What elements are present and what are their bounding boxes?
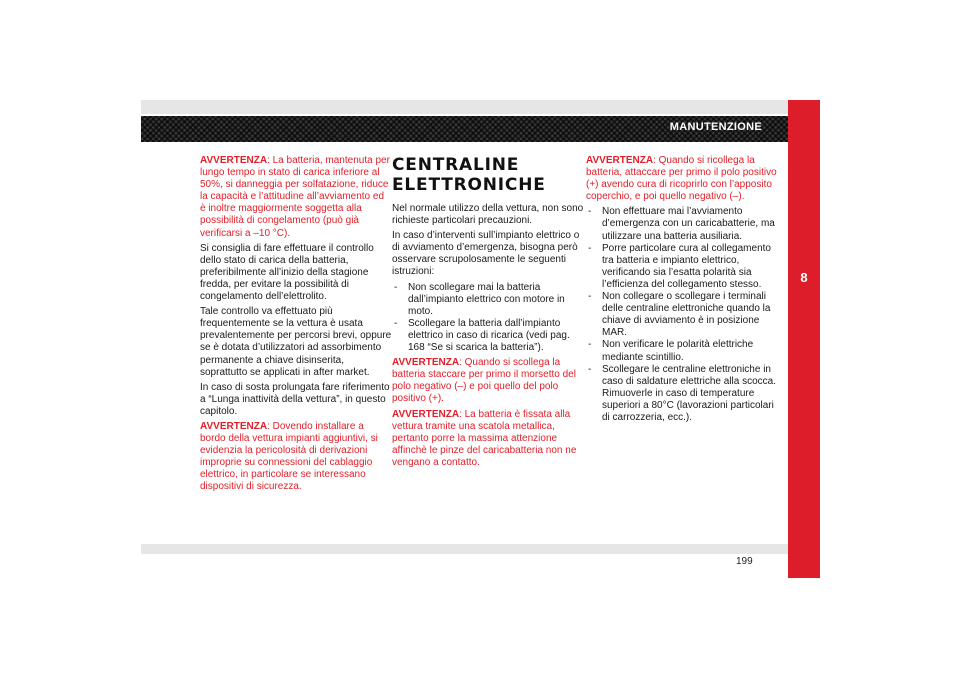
body-paragraph: Nel normale utilizzo della vettura, non sono richieste particolari precauzioni. (392, 203, 584, 227)
body-paragraph: In caso d’interventi sull’impianto elettrico o di avviamento d’emergenza, bisogna però osservare scrupolosamente le seguenti istruzioni: (392, 230, 580, 278)
warning-text: : Dovendo installare a bordo della vettura impianti aggiuntivi, si evidenzia la pericolosità di derivazioni improprie su connessioni del cablaggio elettrico, in particolare se interessano dispositivi di sicurezza. (200, 420, 378, 493)
list-item: - Scollegare la batteria dall’impianto elettrico in caso di ricarica (vedi pag. 168 “Se si scarica la batteria”). (392, 318, 584, 354)
warning-label: AVVERTENZA (392, 357, 460, 369)
page-number: 199 (736, 556, 753, 567)
body-paragraph: Tale controllo va effettuato più frequentemente se la vettura è usata prevalentemente per percorsi brevi, oppure se è dotata d’utilizzatori ad assorbimento permanente a chiave disinserita, soprattutto se applicati in after market. (200, 306, 392, 378)
warning-text: : Quando si ricollega la batteria, attaccare per primo il polo positivo (+) avendo cura di ricoprirlo con l’apposito coperchio, e poi quello negativo (–). (586, 155, 777, 203)
list-item: - Non collegare o scollegare i terminali delle centraline elettroniche quando la chiave di avviamento è in posizione MAR. (586, 291, 780, 339)
column-middle (392, 155, 584, 472)
chapter-tab (788, 100, 820, 578)
section-header-band (141, 116, 788, 142)
instruction-list (392, 282, 584, 355)
warning-label: AVVERTENZA (200, 420, 268, 432)
warning-label: AVVERTENZA (200, 155, 268, 166)
list-item: - Non verificare le polarità elettriche mediante scintillio. (586, 339, 780, 363)
bottom-strip (141, 544, 788, 554)
chapter-number: 8 (800, 270, 808, 285)
warning-paragraph (200, 421, 392, 494)
warning-text: : Quando si scollega la batteria staccare per primo il morsetto del polo negativo (–) e poi quello del polo positivo (+). (392, 357, 576, 405)
warning-label: AVVERTENZA (392, 408, 460, 420)
warning-paragraph (392, 409, 584, 469)
warning-label: AVVERTENZA (586, 155, 654, 166)
warning-text: : La batteria è fissata alla vettura tramite una scatola metallica, pertanto porre la massima attenzione affinchè le pinze del caricabatteria non ne vengano a contatto. (392, 408, 577, 468)
body-paragraph: Si consiglia di fare effettuare il controllo dello stato di carica della batteria, preferibilmente all’inizio della stagione fredda, per evitare la possibilità di congelamento dell’elettrolito. (200, 242, 374, 303)
list-item: - Porre particolare cura al collegamento tra batteria e impianto elettrico, verificando sia l’esatta polarità sia l’efficienza del collegamento stesso. (586, 243, 780, 291)
list-item: - Non effettuare mai l’avviamento d’emergenza con un caricabatterie, ma utilizzare una batteria ausiliaria. (586, 206, 780, 242)
section-title: MANUTENZIONE (669, 121, 762, 133)
list-item: - Scollegare le centraline elettroniche in caso di saldature elettriche alla scocca. Rimuoverle in caso di temperature superiori a 80°C (lavorazioni particolari di carrozzeria, ecc.). (586, 364, 780, 424)
column-right (586, 155, 780, 427)
warning-paragraph (586, 155, 780, 203)
instruction-list (586, 206, 780, 424)
body-paragraph: In caso di sosta prolungata fare riferimento a “Lunga inattività della vettura”, in questo capitolo. (200, 381, 390, 417)
section-heading (392, 155, 584, 195)
column-left (200, 155, 392, 497)
warning-text: : La batteria, mantenuta per lungo tempo in stato di carica inferiore al 50%, si danneggia per solfatazione, riduce la capacità e l’attitudine all’avviamento ed è inoltre maggiormente soggetta alla possibilità di congelamento (può già verificarsi a –10 °C). (200, 155, 390, 239)
list-item: - Non scollegare mai la batteria dall’impianto elettrico con motore in moto. (392, 282, 584, 318)
heading-line: CENTRALINE (392, 155, 520, 175)
warning-paragraph (392, 357, 584, 405)
warning-paragraph (200, 155, 392, 240)
top-strip (141, 100, 788, 114)
heading-line: ELETTRONICHE (392, 175, 546, 195)
